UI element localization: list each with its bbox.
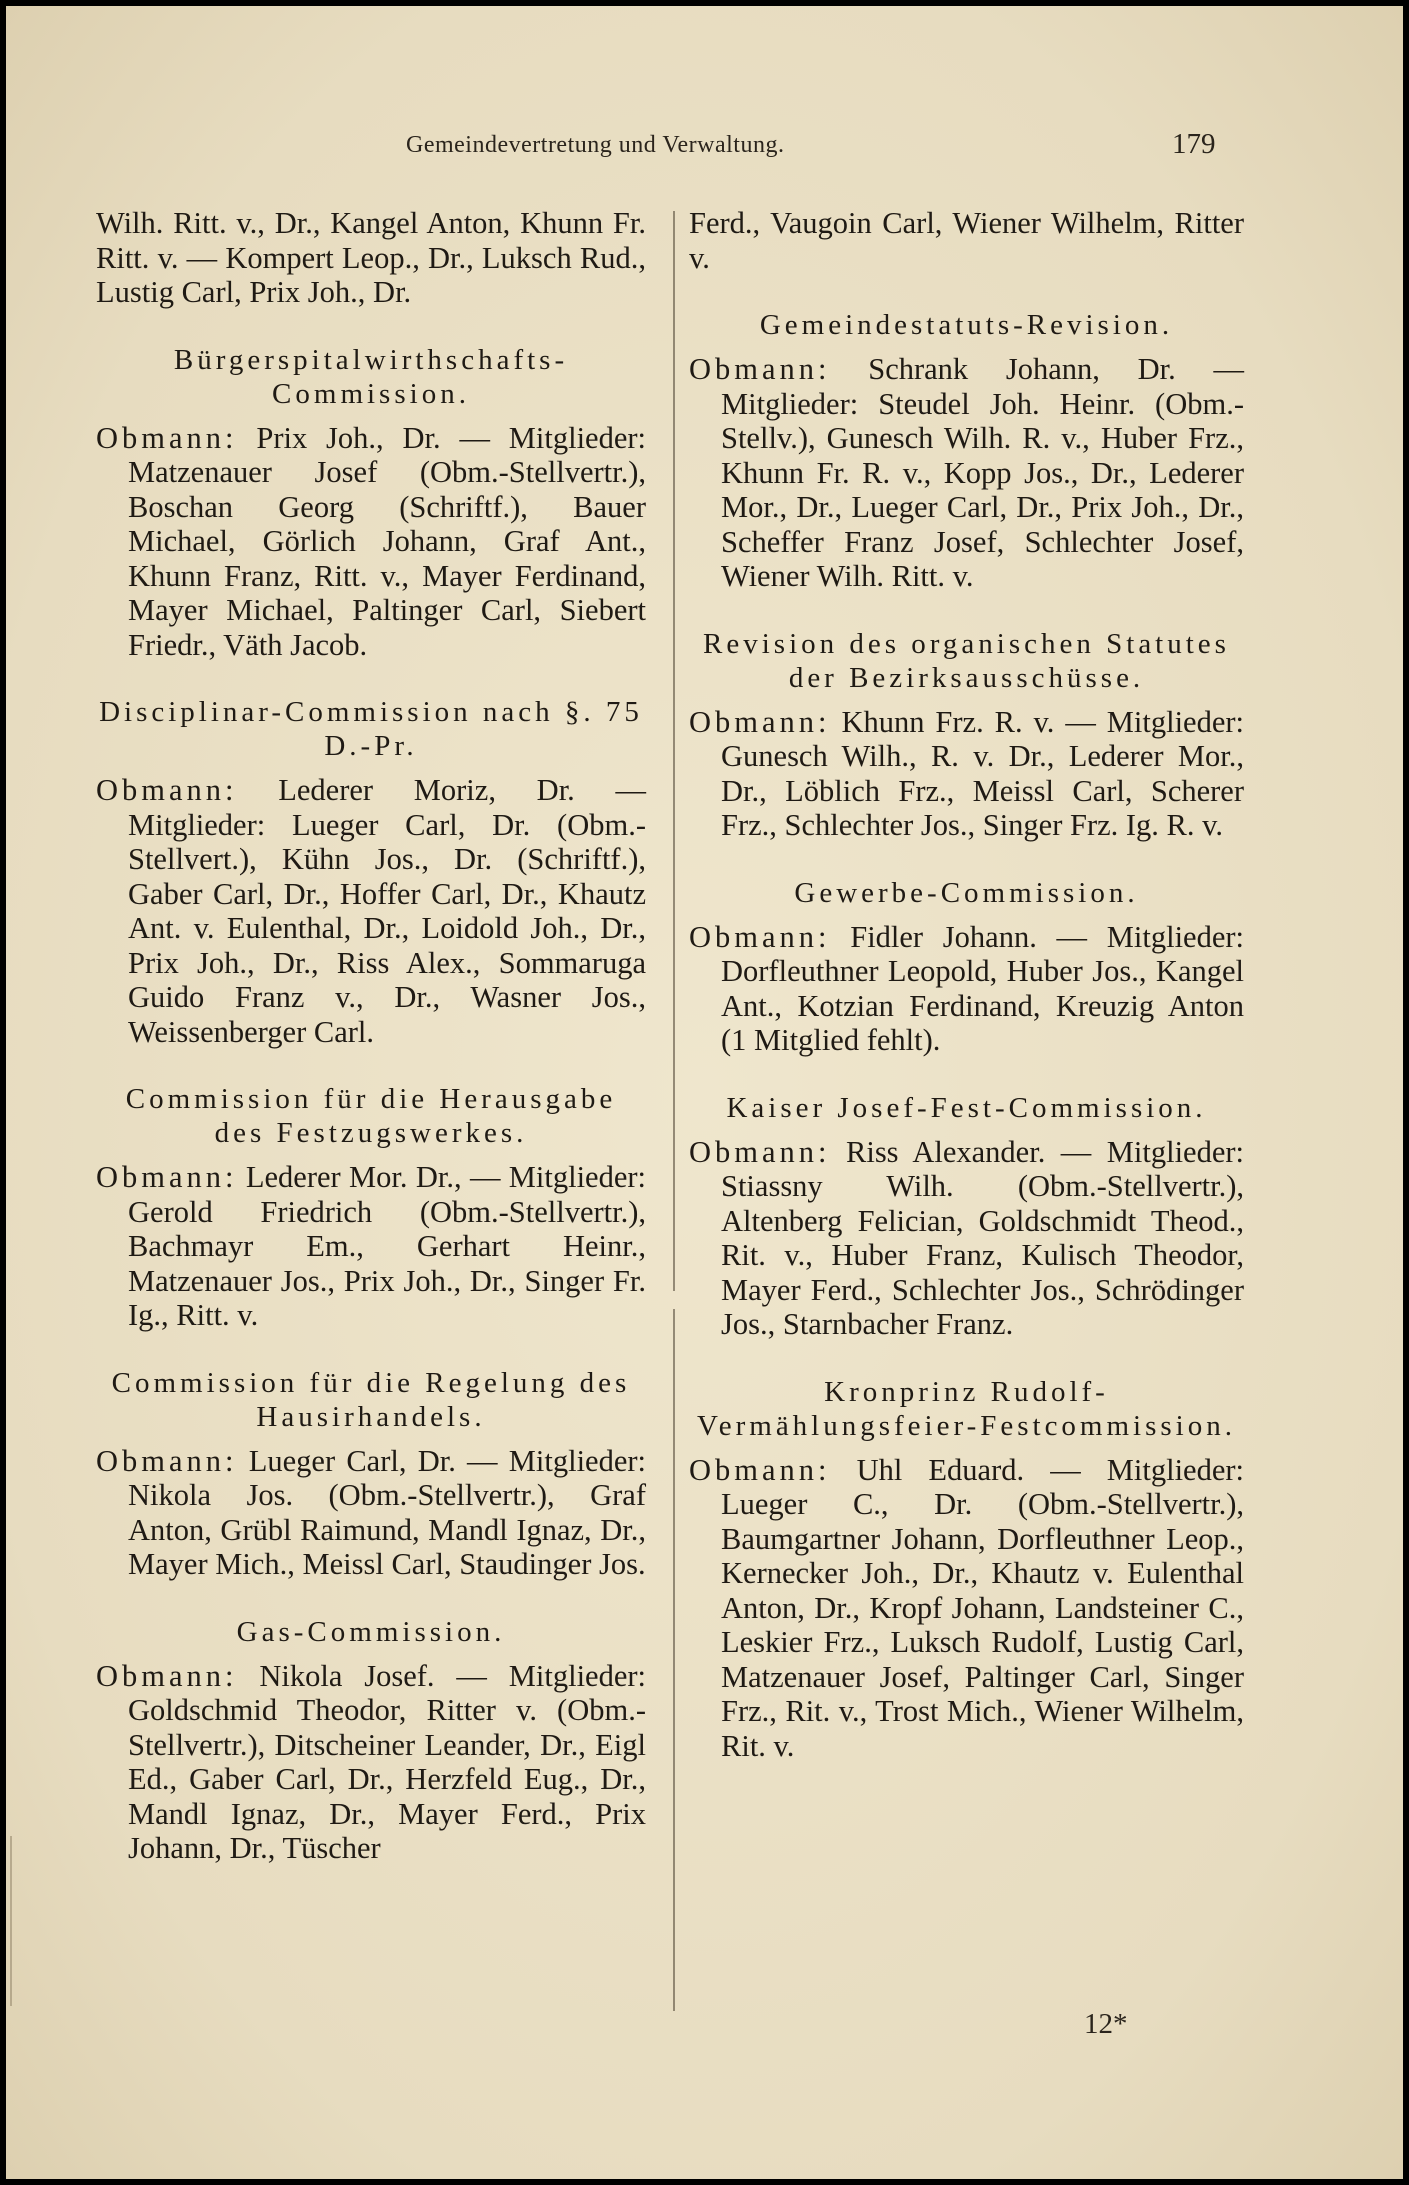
chairman-label: Obmann:	[689, 919, 831, 954]
section-title: Bürgerspitalwirthschafts-Commission.	[173, 343, 569, 410]
entry-text: Nikola Josef. — Mitglieder: Goldschmid Theodor, Ritter v. (Obm.-Stellvertr.), Ditscheiner Leander, Dr., Eigl Ed., Gaber Carl, Dr., Herzfeld Eug., Dr., Mandl Ignaz, Dr., Mayer Ferd., Prix Johann, Dr., Tüscher	[128, 1658, 646, 1865]
section-title: Kaiser Josef-Fest-Commission.	[726, 1091, 1207, 1124]
section-title: Gas-Commission.	[236, 1615, 506, 1648]
page-number: 179	[1172, 128, 1216, 160]
section-title: Commission für die Herausgabe des Festzugswerkes.	[125, 1083, 617, 1149]
chairman-label: Obmann:	[96, 420, 238, 455]
chairman-label: Obmann:	[689, 1134, 831, 1169]
section-entry	[689, 1135, 1244, 1342]
running-title: Gemeindevertretung und Verwaltung.	[406, 132, 785, 158]
section-title: Commission für die Regelung des Hausirhandels.	[111, 1366, 631, 1433]
section-continuation	[689, 206, 1244, 275]
chairman-label: Obmann:	[96, 773, 238, 807]
entry-text: Uhl Eduard. — Mitglieder: Lueger C., Dr. (Obm.-Stellvertr.), Baumgartner Johann, Dorfleuthner Leop., Kernecker Joh., Dr., Khautz v. Eulenthal Anton, Dr., Kropf Johann, Landsteiner C., Leskier Frz., Luksch Rudolf, Lustig Carl, Matzenauer Josef, Paltinger Carl, Singer Frz., Rit. v., Trost Mich., Wiener Wilhelm, Rit. v.	[721, 1452, 1244, 1763]
section-title: Revision des organischen Statutes der Bezirksausschüsse.	[703, 627, 1230, 694]
entry-text: Wilh. Ritt. v., Dr., Kangel Anton, Khunn Fr. Ritt. v. — Kompert Leop., Dr., Luksch Rud., Lustig Carl, Prix Joh., Dr.	[96, 206, 646, 309]
book-page	[6, 6, 1403, 2179]
section-hausirhandel	[96, 1366, 646, 1582]
section-gemeindestatuts	[689, 308, 1244, 594]
section-festzugswerk	[96, 1082, 646, 1333]
left-column	[96, 206, 646, 1899]
section-title: Gewerbe-Commission.	[794, 876, 1139, 909]
chairman-label: Obmann:	[689, 704, 831, 739]
section-entry	[689, 920, 1244, 1058]
chairman-label: Obmann:	[96, 1160, 238, 1194]
section-gas	[96, 1615, 646, 1866]
section-title: Disciplinar-Commission nach §. 75 D.-Pr.	[99, 696, 643, 762]
chairman-label: Obmann:	[689, 1452, 831, 1487]
section-entry	[96, 1659, 646, 1866]
section-entry	[689, 705, 1244, 843]
page-header	[6, 128, 1403, 168]
section-bezirksausschuesse	[689, 627, 1244, 843]
entry-text: Schrank Johann, Dr. — Mitglieder: Steudel Joh. Heinr. (Obm.-Stellv.), Gunesch Wilh. R. v., Huber Frz., Khunn Fr. R. v., Kopp Jos., Dr., Lederer Mor., Dr., Lueger Carl, Dr., Prix Joh., Dr., Scheffer Franz Josef, Schlechter Josef, Wiener Wilh. Ritt. v.	[721, 352, 1244, 593]
section-gewerbe	[689, 876, 1244, 1058]
column-divider	[673, 211, 675, 2011]
chairman-label: Obmann:	[689, 352, 831, 386]
section-title: Kronprinz Rudolf-Vermählungsfeier-Festcommission.	[697, 1375, 1236, 1442]
chairman-label: Obmann:	[96, 1443, 238, 1478]
entry-text: Fidler Johann. — Mitglieder: Dorfleuthner Leopold, Huber Jos., Kangel Ant., Kotzian Ferdinand, Kreuzig Anton (1 Mitglied fehlt).	[721, 919, 1244, 1057]
section-entry	[96, 206, 646, 310]
section-buergerspital	[96, 343, 646, 663]
section-kronprinz-rudolf	[689, 1375, 1244, 1764]
section-entry	[96, 1444, 646, 1582]
section-disciplinar	[96, 695, 646, 1049]
entry-text: Lederer Mor. Dr., — Mitglieder: Gerold Friedrich (Obm.-Stellvertr.), Bachmayr Em., Gerhart Heinr., Matzenauer Jos., Prix Joh., Dr., Singer Fr. Ig., Ritt. v.	[128, 1160, 647, 1332]
entry-text: Lueger Carl, Dr. — Mitglieder: Nikola Jos. (Obm.-Stellvertr.), Graf Anton, Grübl Raimund, Mandl Ignaz, Dr., Mayer Mich., Meissl Carl, Staudinger Jos.	[128, 1443, 647, 1581]
chairman-label: Obmann:	[96, 1658, 238, 1693]
section-entry	[96, 1160, 646, 1333]
binding-edge-mark	[10, 1836, 12, 2006]
section-entry	[689, 206, 1244, 275]
section-entry	[96, 421, 646, 663]
section-title: Gemeindestatuts-Revision.	[759, 309, 1174, 341]
printer-signature: 12*	[1084, 2008, 1128, 2040]
section-entry	[689, 1453, 1244, 1764]
section-entry	[96, 773, 646, 1049]
entry-text: Ferd., Vaugoin Carl, Wiener Wilhelm, Ritter v.	[689, 206, 1244, 275]
entry-text: Lederer Moriz, Dr. — Mitglieder: Lueger Carl, Dr. (Obm.-Stellvert.), Kühn Jos., Dr. (Schriftf.), Gaber Carl, Dr., Hoffer Carl, Dr., Khautz Ant. v. Eulenthal, Dr., Loidold Joh., Dr., Prix Joh., Dr., Riss Alex., Sommaruga Guido Franz v., Dr., Wasner Jos., Weissenberger Carl.	[128, 773, 647, 1049]
right-column	[689, 206, 1244, 1796]
entry-text: Khunn Frz. R. v. — Mitglieder: Gunesch Wilh., R. v. Dr., Lederer Mor., Dr., Löblich Frz., Meissl Carl, Scherer Frz., Schlechter Jos., Singer Frz. Ig. R. v.	[721, 704, 1245, 842]
section-entry	[689, 352, 1244, 594]
entry-text: Riss Alexander. — Mitglieder: Stiassny Wilh. (Obm.-Stellvertr.), Altenberg Felician, Goldschmidt Theod., Rit. v., Huber Franz, Kulisch Theodor, Mayer Ferd., Schlechter Jos., Schrödinger Jos., Starnbacher Franz.	[721, 1134, 1244, 1341]
section-kaiser-josef	[689, 1091, 1244, 1342]
entry-text: Prix Joh., Dr. — Mitglieder: Matzenauer Josef (Obm.-Stellvertr.), Boschan Georg (Schriftf.), Bauer Michael, Görlich Johann, Graf Ant., Khunn Franz, Ritt. v., Mayer Ferdinand, Mayer Michael, Paltinger Carl, Siebert Friedr., Väth Jacob.	[128, 420, 647, 662]
section-continuation	[96, 206, 646, 310]
